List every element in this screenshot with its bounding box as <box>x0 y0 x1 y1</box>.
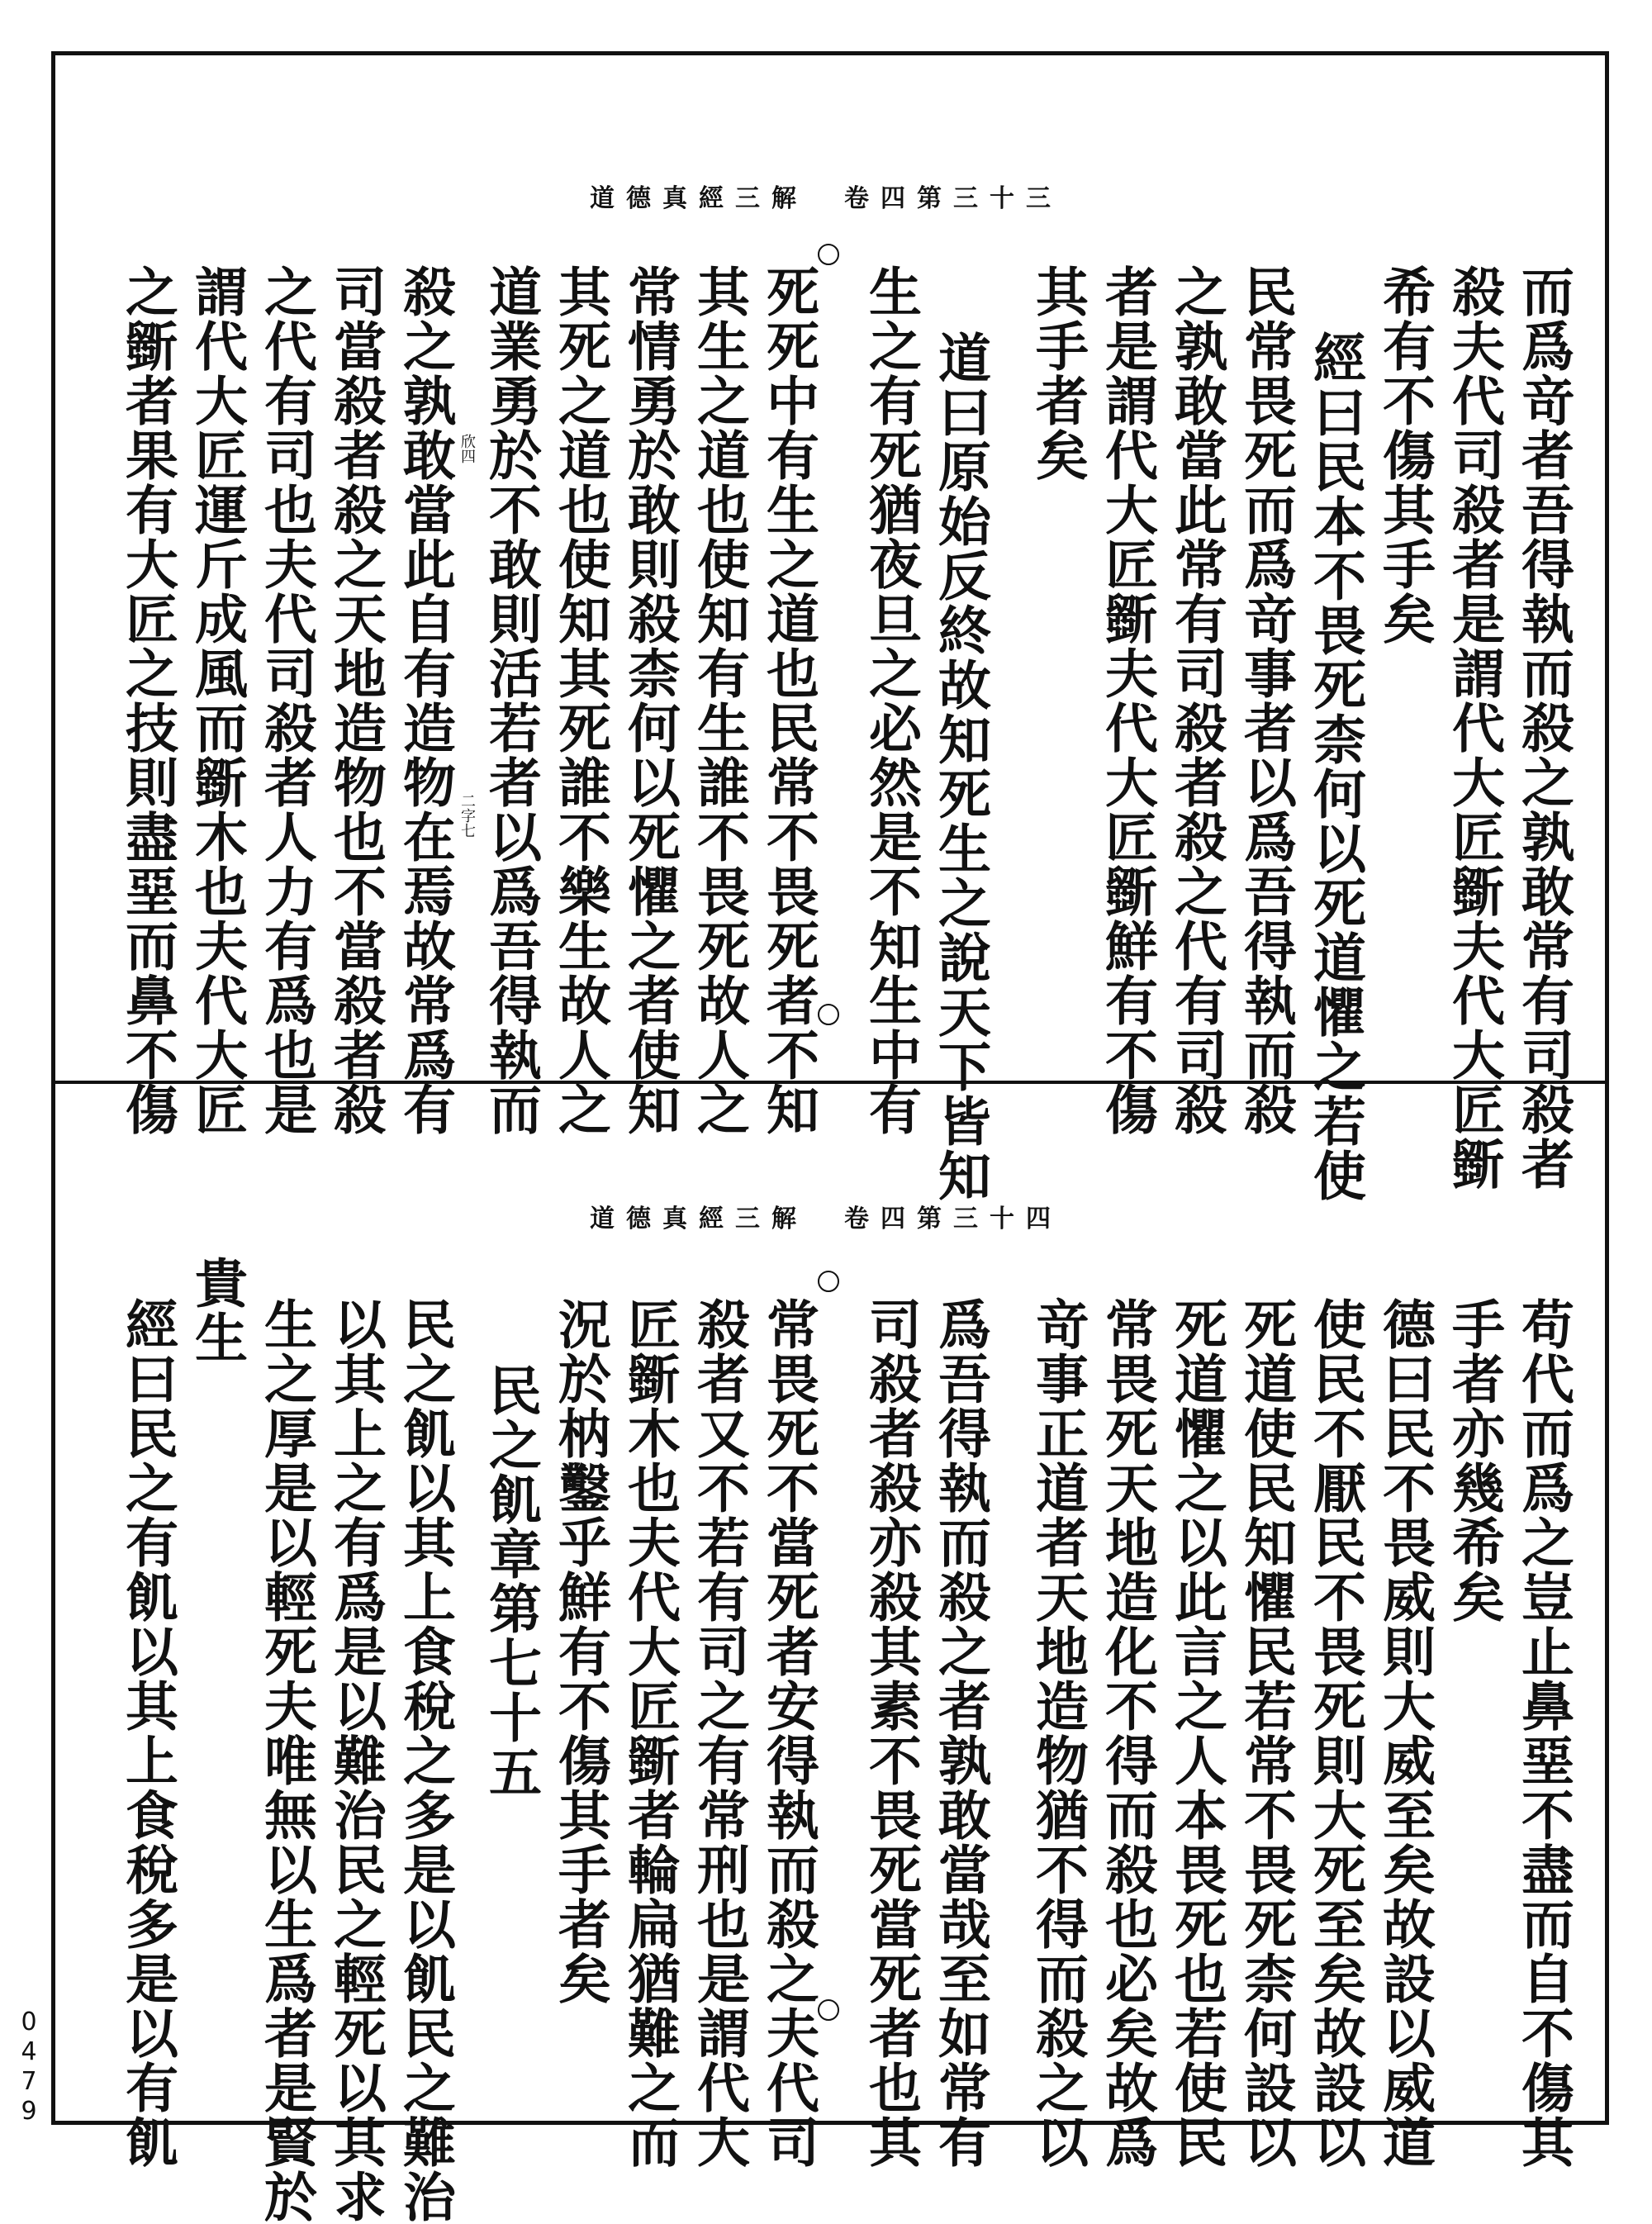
circle-mark <box>818 244 839 265</box>
marginal-note: 二字七 <box>458 793 476 838</box>
text-column: 希有不傷其手矣 <box>1374 264 1436 646</box>
top-page-header: 道德真經三解 卷四第三十三 <box>590 184 1062 213</box>
text-column: 道業勇於不敢則活若者以爲吾得執而 <box>480 264 542 1137</box>
bottom-page-header: 道德真經三解 卷四第三十四 <box>590 1205 1062 1233</box>
text-column: 經曰民之有飢以其上食稅多是以有飢 <box>116 1297 178 2169</box>
text-column: 爲吾得執而殺之者孰敢當哉至如常有 <box>929 1297 991 2169</box>
text-column: 況於枘鑿乎鮮有不傷其手者矣 <box>549 1297 611 2006</box>
text-column: 殺者又不若有司之有常刑也是謂代大 <box>688 1297 750 2169</box>
text-column: 死道懼之以此言之人本畏死也若使民 <box>1165 1297 1227 2169</box>
text-column: 之孰敢當此常有司殺者殺之代有司殺 <box>1165 264 1227 1137</box>
text-column: 死死中有生之道也民常不畏死者不知 <box>757 264 819 1137</box>
text-column: 其死之道也使知其死誰不樂生故人之 <box>549 264 611 1137</box>
page-number: 0 4 7 9 <box>21 2008 37 2126</box>
text-column: 以其上之有爲是以難治民之輕死以其求 <box>325 1297 387 2224</box>
text-column: 民常畏死而爲竒事者以爲吾得執而殺 <box>1235 264 1297 1137</box>
text-column: 死道使民知懼民若常不畏死柰何設以 <box>1235 1297 1297 2169</box>
text-column: 生之厚是以輕死夫唯無以生爲者是賢於 <box>255 1297 317 2224</box>
text-column: 常畏死不當死者安得執而殺之夫代司 <box>757 1297 819 2169</box>
text-column: 苟代而爲之豈止鼻堊不盡而自不傷其 <box>1512 1297 1574 2169</box>
text-column: 其生之道也使知有生誰不畏死故人之 <box>688 264 750 1137</box>
text-column: 常畏死天地造化不得而殺也必矣故爲 <box>1096 1297 1158 2169</box>
text-column: 謂代大匠運斤成風而斵木也夫代大匠 <box>186 264 248 1137</box>
text-column: 司當殺者殺之天地造物也不當殺者殺 <box>325 264 387 1137</box>
text-column: 司殺者殺亦殺其素不畏死當死者也其 <box>860 1297 922 2169</box>
text-column: 常情勇於敢則殺柰何以死懼之者使知 <box>619 264 681 1137</box>
text-column: 之代有司也夫代司殺者人力有爲也是 <box>255 264 317 1137</box>
text-column: 者是謂代大匠斵夫代大匠斵鮮有不傷 <box>1096 264 1158 1137</box>
circle-mark <box>818 1271 839 1292</box>
text-column: 竒事正道者天地造物猶不得而殺之以 <box>1027 1297 1089 2169</box>
text-column: 道曰原始反終故知死生之說天下皆知 <box>929 330 991 1203</box>
text-column: 而爲竒者吾得執而殺之孰敢常有司殺者 <box>1512 264 1574 1191</box>
text-column: 民之飢以其上食稅之多是以飢民之難治 <box>394 1297 456 2224</box>
marginal-note: 欣四 <box>458 434 476 463</box>
text-column: 手者亦幾希矣 <box>1443 1297 1505 1624</box>
text-column: 德曰民不畏威則大威至矣故設以威道 <box>1374 1297 1436 2169</box>
text-column: 使民不厭民不畏死則大死至矣故設以 <box>1304 1297 1366 2169</box>
text-column: 經曰民本不畏死柰何以死道懼之若使 <box>1304 330 1366 1203</box>
text-column: 之斵者果有大匠之技則盡堊而鼻不傷 <box>116 264 178 1137</box>
text-column: 貴生 <box>186 1256 248 1365</box>
text-column: 生之有死猶夜旦之必然是不知生中有 <box>860 264 922 1137</box>
text-column: 匠斵木也夫代大匠斵者輪扁猶難之而 <box>619 1297 681 2169</box>
text-column: 殺夫代司殺者是謂代大匠斵夫代大匠斵 <box>1443 264 1505 1191</box>
text-column: 其手者矣 <box>1027 264 1089 482</box>
text-column: 殺之孰敢當此自有造物在焉故常爲有 <box>394 264 456 1137</box>
chapter-heading: 民之飢章第七十五 <box>480 1363 542 1799</box>
